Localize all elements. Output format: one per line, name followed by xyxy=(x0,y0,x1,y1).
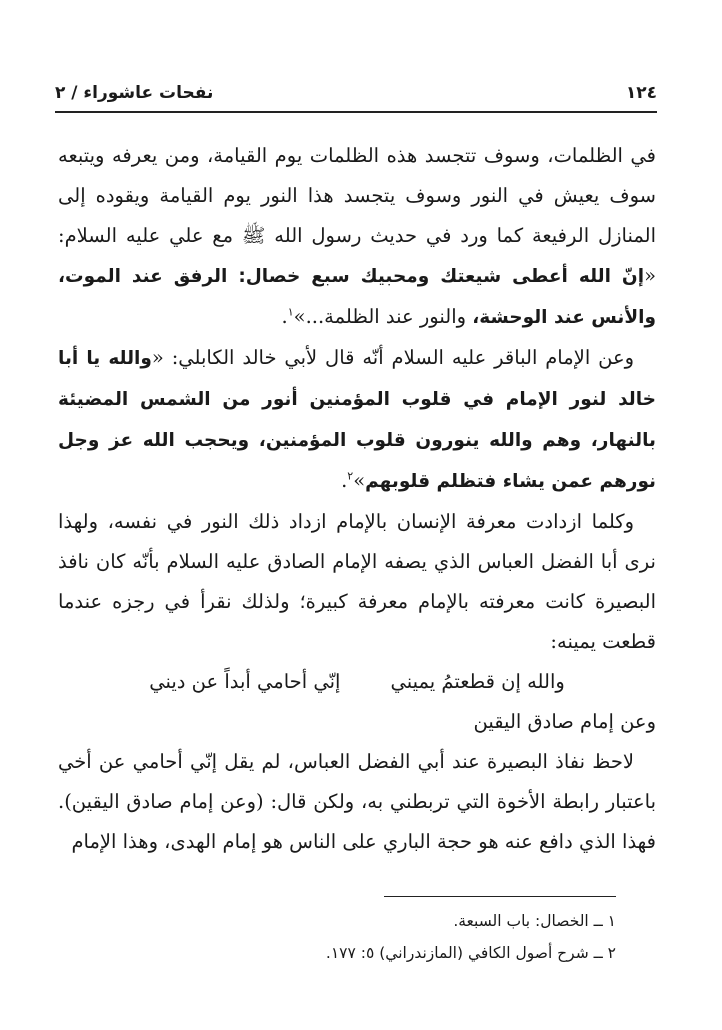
paragraph-1-end: والنور عند الظلمة...» xyxy=(293,305,473,328)
paragraph-2: وعن الإمام الباقر عليه السلام أنّه قال لأبي خالد الكابلي: «والله يا أبا خالد لنور الإمام في قلوب المؤمنين أنور من الشمس المضيئة بالنهار، وهم والله ينورون قلوب المؤمنين، ويحجب الله عز وجل نورهم عمن يشاء فتظلم قلوبهم»$^٢$. xyxy=(58,346,656,492)
footnote-ref-2: ٢ xyxy=(347,469,354,483)
hadith-quote-1: إنّ الله أعطى شيعتك ومحبيك سبع خصال: الرفق عند الموت، والأنس عند الوحشة، xyxy=(58,266,656,328)
main-text xyxy=(58,136,656,862)
paragraph-1-text: في الظلمات، وسوف تتجسد هذه الظلمات يوم القيامة، ومن يعرفه ويتبعه سوف يعيش في النور وسوف يتجسد هذا النور يوم القيامة ويقوده إلى المنازل الرفيعة كما ورد في حديث رسول الله ﷺ مع علي عليه السلام: « xyxy=(58,144,656,287)
footnote-2: ٢ ــ شرح أصول الكافي (المازندراني) ٥: ١٧٧. xyxy=(325,944,616,962)
poem-verse xyxy=(58,662,656,702)
paragraph-1: في الظلمات، وسوف تتجسد هذه الظلمات يوم القيامة، ومن يعرفه ويتبعه سوف يعيش في النور وسوف يتجسد هذا النور يوم القيامة ويقوده إلى المنازل الرفيعة كما ورد في حديث رسول الله ﷺ مع علي عليه السلام: «إنّ الله أعطى شيعتك ومحبيك سبع خصال: الرفق عند الموت، والأنس عند الوحشة، والنور عند الظلمة...»$^١$. xyxy=(58,144,656,328)
footnotes xyxy=(120,905,616,969)
footnote-1: ١ ــ الخصال: باب السبعة. xyxy=(453,912,616,930)
page-number: ١٢٤ xyxy=(625,83,657,103)
paragraph-4: لاحظ نفاذ البصيرة عند أبي الفضل العباس، لم يقل إنّي أحامي عن أخي باعتبار رابطة الأخوة التي تربطني به، ولكن قال: (وعن إمام صادق اليقين). فهذا الذي دافع عنه هو حجة الباري على الناس هو إمام الهدى، وهذا الإمام xyxy=(58,750,656,853)
paragraph-2-text: وعن الإمام الباقر عليه السلام أنّه قال لأبي خالد الكابلي: « xyxy=(151,346,634,369)
running-title: نفحات عاشوراء / ٢ xyxy=(55,83,214,103)
footnote-rule xyxy=(384,896,616,897)
footnote-ref-1: ١ xyxy=(287,305,294,319)
header-rule xyxy=(55,111,657,113)
page-header xyxy=(55,80,657,106)
hadith-quote-2: والله يا أبا خالد لنور الإمام في قلوب المؤمنين أنور من الشمس المضيئة بالنهار، وهم والله ينورون قلوب المؤمنين، ويحجب الله عز وجل نورهم عمن يشاء فتظلم قلوبهم xyxy=(58,348,656,492)
verse-hemistich-right: والله إن قطعتمُ يميني xyxy=(390,670,565,693)
paragraph-2-end: » xyxy=(353,469,366,492)
verse-hemistich-left: إنّي أحامي أبداً عن ديني xyxy=(149,670,341,693)
paragraph-3: وكلما ازدادت معرفة الإنسان بالإمام ازداد ذلك النور في نفسه، ولهذا نرى أبا الفضل العباس الذي يصفه الإمام الصادق عليه السلام بأنّه كان نافذ البصيرة كانت معرفته بالإمام معرفة كبيرة؛ ولذلك نقرأ في رجزه عندما قطعت يمينه: xyxy=(58,510,656,653)
poem-verse-second: وعن إمام صادق اليقين xyxy=(473,710,656,733)
